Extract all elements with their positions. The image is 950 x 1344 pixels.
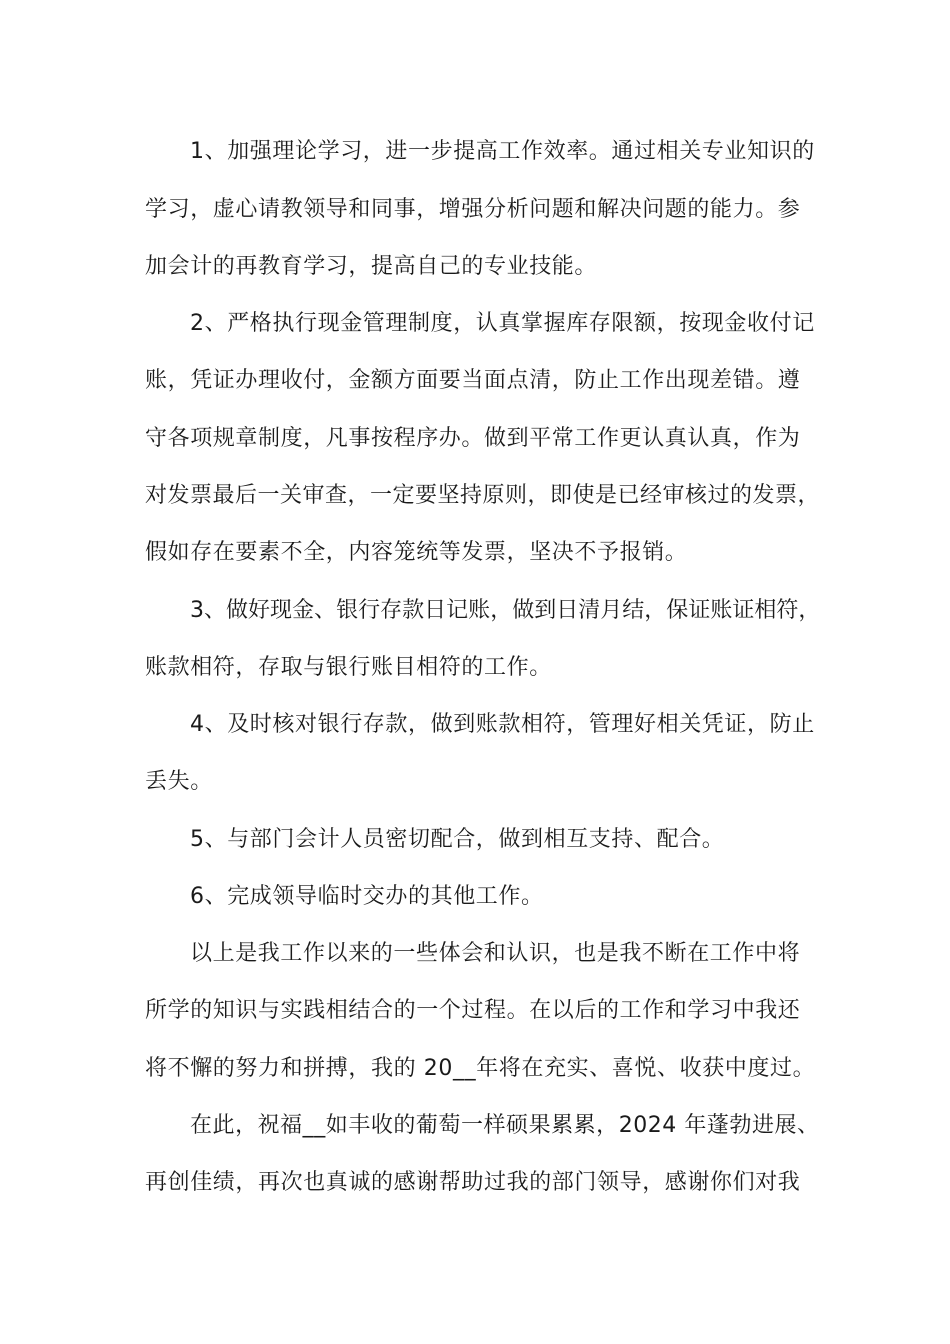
text-line: 将不懈的努力和拼搏，我的 20__年将在充实、喜悦、收获中度过。 [145, 1056, 816, 1081]
text-line: 1、加强理论学习，进一步提高工作效率。通过相关专业知识的 [190, 139, 815, 164]
text-line: 加会计的再教育学习，提高自己的专业技能。 [145, 254, 598, 279]
text-line: 账，凭证办理收付，金额方面要当面点清，防止工作出现差错。遵 [145, 368, 801, 393]
text-line: 账款相符，存取与银行账目相符的工作。 [145, 655, 552, 680]
text-line: 丢失。 [145, 769, 213, 794]
text-line: 所学的知识与实践相结合的一个过程。在以后的工作和学习中我还 [145, 998, 801, 1023]
text-line: 3、做好现金、银行存款日记账，做到日清月结，保证账证相符， [190, 598, 821, 623]
text-line: 在此，祝福__如丰收的葡萄一样硕果累累，2024 年蓬勃进展、 [190, 1113, 820, 1138]
text-line: 假如存在要素不全，内容笼统等发票，坚决不予报销。 [145, 540, 688, 565]
text-line: 2、严格执行现金管理制度，认真掌握库存限额，按现金收付记 [190, 311, 815, 336]
text-line: 6、完成领导临时交办的其他工作。 [190, 884, 544, 909]
text-line: 对发票最后一关审查，一定要坚持原则，即使是已经审核过的发票， [145, 483, 821, 508]
text-line: 守各项规章制度，凡事按程序办。做到平常工作更认真认真，作为 [145, 426, 801, 451]
text-line: 学习，虚心请教领导和同事，增强分析问题和解决问题的能力。参 [145, 197, 801, 222]
text-line: 5、与部门会计人员密切配合，做到相互支持、配合。 [190, 827, 725, 852]
text-line: 再创佳绩，再次也真诚的感谢帮助过我的部门领导，感谢你们对我 [145, 1170, 801, 1195]
text-line: 以上是我工作以来的一些体会和认识，也是我不断在工作中将 [190, 941, 801, 966]
text-line: 4、及时核对银行存款，做到账款相符，管理好相关凭证，防止 [190, 712, 815, 737]
